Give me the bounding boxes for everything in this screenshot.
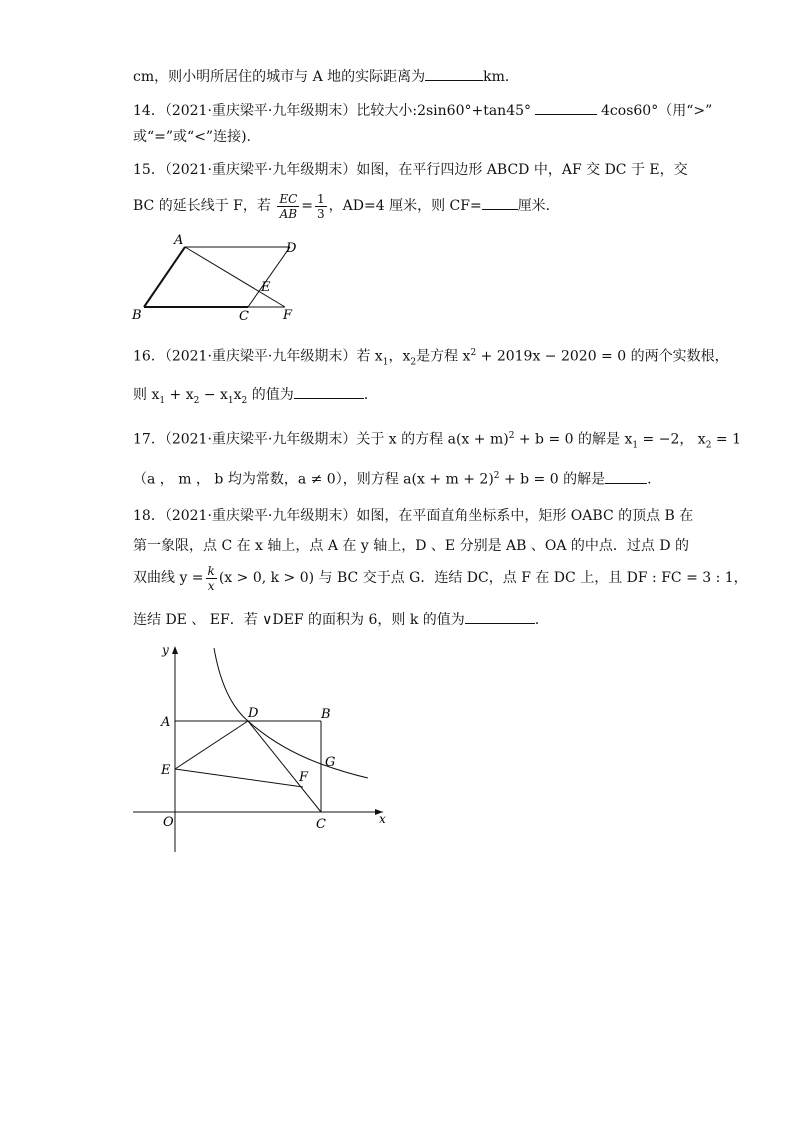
q15-parallelogram-figure [128, 230, 303, 325]
q16-text-b: ，x [388, 348, 411, 365]
q18-label-b: B [321, 707, 331, 722]
q16-l2-d: x [233, 387, 242, 403]
q16-text-d: + 2019x − 2020 = 0 的两个实数根， [476, 348, 729, 365]
q16-text-c: 是方程 x [416, 348, 471, 365]
q17-l2-sup: 2 [493, 471, 500, 481]
q17-line2 [133, 466, 652, 490]
q15-equals: = [301, 198, 314, 214]
q16-l2-sub4: 2 [241, 395, 248, 406]
q15-label-a: A [174, 233, 184, 248]
q17-end: . [647, 471, 652, 488]
q14-line2 [133, 127, 251, 147]
q14-line1 [133, 100, 712, 121]
q14-right: 4cos60°（用“>” [601, 103, 713, 119]
q18-label-g: G [325, 755, 336, 770]
q17-line1 [133, 426, 741, 455]
q18-label-d: D [248, 706, 259, 721]
q16-text-a: 若 x [356, 348, 383, 365]
q17-source: （2021·重庆梁平·九年级期末） [164, 431, 357, 448]
q18-label-y: y [162, 643, 169, 657]
q18-y-axis-arrow [172, 646, 178, 654]
q17-text-b: + b = 0 的解是 x [514, 431, 633, 448]
q17-text-a: 关于 x 的方程 a(x + m) [356, 431, 509, 448]
q13-answer-blank[interactable] [425, 66, 483, 81]
q15-segment-ab [144, 247, 185, 307]
q16-l2-e: 的值为 [247, 387, 294, 403]
q15-source: （2021·重庆梁平·九年级期末） [164, 162, 357, 178]
q17-sub2: 2 [705, 440, 712, 451]
q16-l2-sub1: 1 [159, 395, 166, 406]
q15-fraction-one-third: $\frac{1}{3}$ [317, 191, 325, 221]
q15-answer-blank[interactable] [482, 195, 518, 210]
q14-source: （2021·重庆梁平·九年级期末） [164, 103, 357, 119]
q13-unit: km. [483, 69, 510, 85]
q16-sub-2: 2 [410, 357, 417, 368]
q18-label-x: x [379, 812, 386, 826]
q14-number: 14． [133, 103, 165, 119]
q17-text-c: = −2， x [638, 431, 706, 448]
q16-l2-sub2: 2 [193, 395, 200, 406]
q18-segment-ef [175, 769, 303, 787]
q14-text-2: 或“=”或“<”连接). [133, 129, 252, 145]
q16-source: （2021·重庆梁平·九年级期末） [164, 348, 357, 365]
q15-segment-dc [248, 247, 290, 307]
q17-answer-blank[interactable] [605, 469, 647, 484]
q15-segment-af [185, 247, 285, 307]
q15-label-c: C [239, 309, 249, 324]
q18-text-1: 如图，在平面直角坐标系中，矩形 OABC 的顶点 B 在 [356, 508, 694, 524]
q18-answer-blank[interactable] [465, 609, 535, 624]
q14-text: 比较大小:2sin60°+tan45° [356, 103, 532, 119]
q15-line2 [133, 188, 560, 224]
q16-sup-2: 2 [470, 348, 477, 358]
q18-text-2: 第一象限，点 C 在 x 轴上，点 A 在 y 轴上，D 、E 分别是 AB 、OA 的中点．过点 D 的 [133, 538, 690, 554]
q16-answer-blank[interactable] [294, 384, 364, 399]
q18-line2 [133, 536, 689, 556]
q15-text-3: ，AD=4 厘米，则 CF= [328, 198, 482, 214]
q16-l2-sub3: 1 [227, 395, 234, 406]
q18-label-e: E [161, 763, 171, 778]
q18-segment-de [175, 721, 248, 769]
q17-text-d: = 1 [711, 431, 741, 448]
q15-label-e: E [261, 280, 271, 295]
q16-number: 16． [133, 348, 165, 365]
q18-label-o: O [163, 815, 174, 830]
q14-answer-blank[interactable] [535, 100, 597, 115]
q18-line4 [133, 609, 539, 630]
q18-text-4: 连结 DE 、 EF．若 ∨DEF 的面积为 6，则 k 的值为 [133, 612, 465, 628]
q16-l2-c: − x [199, 387, 228, 403]
q18-text-3b: (x > 0, k > 0) 与 BC 交于点 G．连结 DC，点 F 在 DC 上，且 DF : FC = 3 : 1， [218, 570, 748, 586]
q18-label-c: C [316, 817, 326, 832]
q18-end: . [534, 612, 540, 628]
q18-number: 18． [133, 508, 165, 524]
q13-text: cm，则小明所居住的城市与 A 地的实际距离为 [133, 69, 426, 85]
q16-end: . [363, 387, 369, 403]
q18-source: （2021·重庆梁平·九年级期末） [164, 508, 357, 524]
q18-fraction-k-x: $\frac{k}{x}$ [207, 563, 215, 593]
q15-unit: 厘米． [517, 198, 560, 214]
q16-l2-a: 则 x [133, 387, 160, 403]
q17-l2-b: + b = 0 的解是 [499, 471, 606, 488]
q18-line3 [133, 560, 748, 596]
q15-number: 15． [133, 162, 165, 178]
q15-text-1: 如图，在平行四边形 ABCD 中，AF 交 DC 于 E，交 [356, 162, 688, 178]
q15-fraction-ec-ab: $\frac{EC}{AB}$ [279, 191, 298, 221]
q16-l2-b: + x [165, 387, 194, 403]
q17-number: 17． [133, 431, 165, 448]
q16-line1 [133, 343, 729, 372]
q17-l2-a: （a ， m ， b 均为常数，a ≠ 0），则方程 a(x + m + 2) [133, 471, 494, 488]
q15-label-f: F [283, 308, 293, 323]
q16-line2 [133, 384, 368, 411]
q18-hyperbola-curve [214, 648, 368, 778]
q17-sup: 2 [508, 431, 515, 441]
q18-coordinate-figure [128, 640, 393, 855]
q18-segment-dc [248, 721, 321, 812]
q15-text-2: BC 的延长线于 F，若 [133, 198, 271, 214]
q17-sub1: 1 [632, 440, 639, 451]
q18-label-a: A [161, 715, 171, 730]
q13-tail-line [133, 66, 509, 87]
q18-label-f: F [299, 770, 309, 785]
q18-text-3a: 双曲线 y = [133, 570, 204, 586]
q15-label-d: D [286, 241, 297, 256]
q16-sub-1: 1 [382, 357, 389, 368]
q15-line1 [133, 160, 688, 180]
q18-line1 [133, 506, 693, 526]
q15-label-b: B [132, 308, 142, 323]
